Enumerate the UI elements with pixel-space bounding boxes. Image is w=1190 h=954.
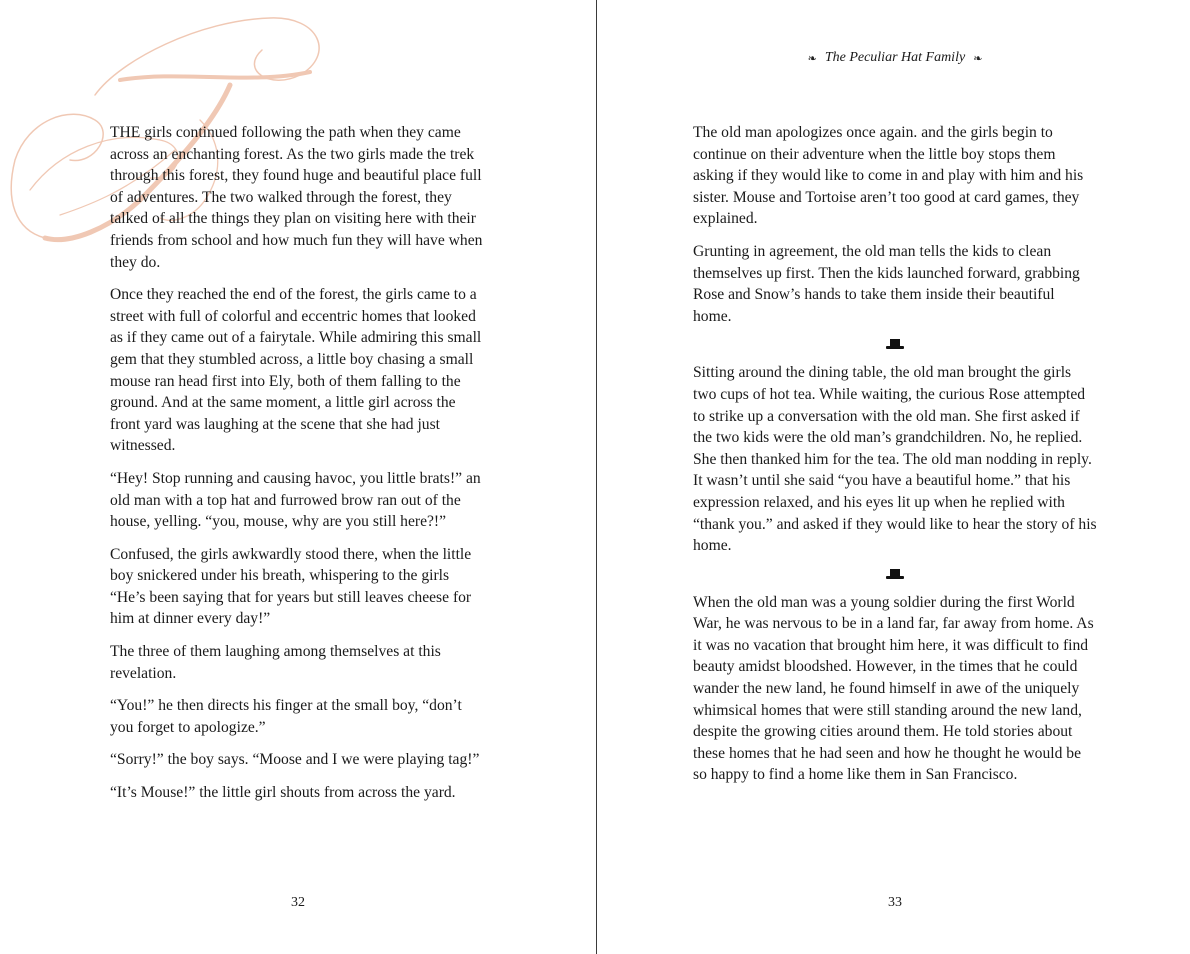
- right-body-text: [693, 122, 1097, 797]
- paragraph: “Hey! Stop running and causing havoc, you little brats!” an old man with a top hat and furrowed brow ran out of the house, yelling. “you, mouse, why are you still here?!”: [110, 469, 481, 531]
- top-hat-icon: [885, 338, 905, 350]
- ornament-right-icon: ❧: [973, 52, 983, 65]
- top-hat-icon: [885, 568, 905, 580]
- paragraph: Grunting in agreement, the old man tells the kids to clean themselves up first. Then the kids launched forward, grabbing Rose and Snow’s hands to take them inside their beautiful home.: [693, 242, 1080, 325]
- paragraph: Sitting around the dining table, the old man brought the girls two cups of hot tea. While waiting, the curious Rose attempted to strike up a conversation with the old man. She first asked if the two kids were the old man’s grandchildren. No, he replied. She then thanked him for the tea. The old man nodding in reply. It wasn’t until she said “you have a beautiful home.” that his expression relaxed, and his eyes lit up when he replied with “thank you.” and asked if they would like to hear the story of his home.: [693, 364, 1097, 555]
- ornament-left-icon: ❧: [807, 52, 817, 65]
- left-body-text: [110, 122, 488, 815]
- page-number-left: 32: [291, 895, 305, 910]
- paragraph: Once they reached the end of the forest, the girls came to a street with full of colorful and eccentric homes that looked as if they came out of a fairytale. While admiring this small gem that they stumbled across, a little boy chasing a small mouse ran head first into Ely, both of them falling to the ground. And at the same moment, a little girl across the front yard was laughing at the scene that she had just witnessed.: [110, 286, 482, 455]
- paragraph: When the old man was a young soldier during the first World War, he was nervous to be in a land far, far away from home. As it was no vacation that brought him here, it was difficult to find beauty amidst bloodshed. However, in the times that he could wander the new land, he found himself in awe of the uniquely whimsical homes that were still standing around the new land, despite the growing cities around them. He told stories about these homes that he had seen and how he thought he would be so happy to find a home like them in San Francisco.: [693, 593, 1094, 784]
- paragraph: The three of them laughing among themselves at this revelation.: [110, 643, 441, 682]
- paragraph: “You!” he then directs his finger at the small boy, “don’t you forget to apologize.”: [110, 697, 462, 736]
- page-number-right: 33: [888, 895, 902, 910]
- paragraph: “It’s Mouse!” the little girl shouts from across the yard.: [110, 784, 456, 802]
- running-head-title: The Peculiar Hat Family: [824, 50, 966, 65]
- right-page: [597, 0, 1190, 954]
- running-head: [597, 50, 1190, 66]
- paragraph: Confused, the girls awkwardly stood there, when the little boy snickered under his breath, whispering to the girls “He’s been saying that for years but still leaves cheese for him at dinner every day!”: [110, 545, 472, 628]
- paragraph: The old man apologizes once again. and the girls begin to continue on their adventure when the little boy stops them asking if they would like to come in and play with him and his sister. Mouse and Tortoise aren’t too good at card games, they explained.: [693, 124, 1084, 228]
- paragraph: THE girls continued following the path when they came across an enchanting forest. As the two girls made the trek through this forest, they found huge and beautiful place full of adventures. The two walked through the forest, they talked of all the things they plan on visiting here with their friends from school and how much fun they will have when they do.: [110, 124, 483, 271]
- scene-break: [693, 568, 1097, 580]
- paragraph: “Sorry!” the boy says. “Moose and I we were playing tag!”: [110, 751, 480, 769]
- scene-break: [693, 338, 1097, 350]
